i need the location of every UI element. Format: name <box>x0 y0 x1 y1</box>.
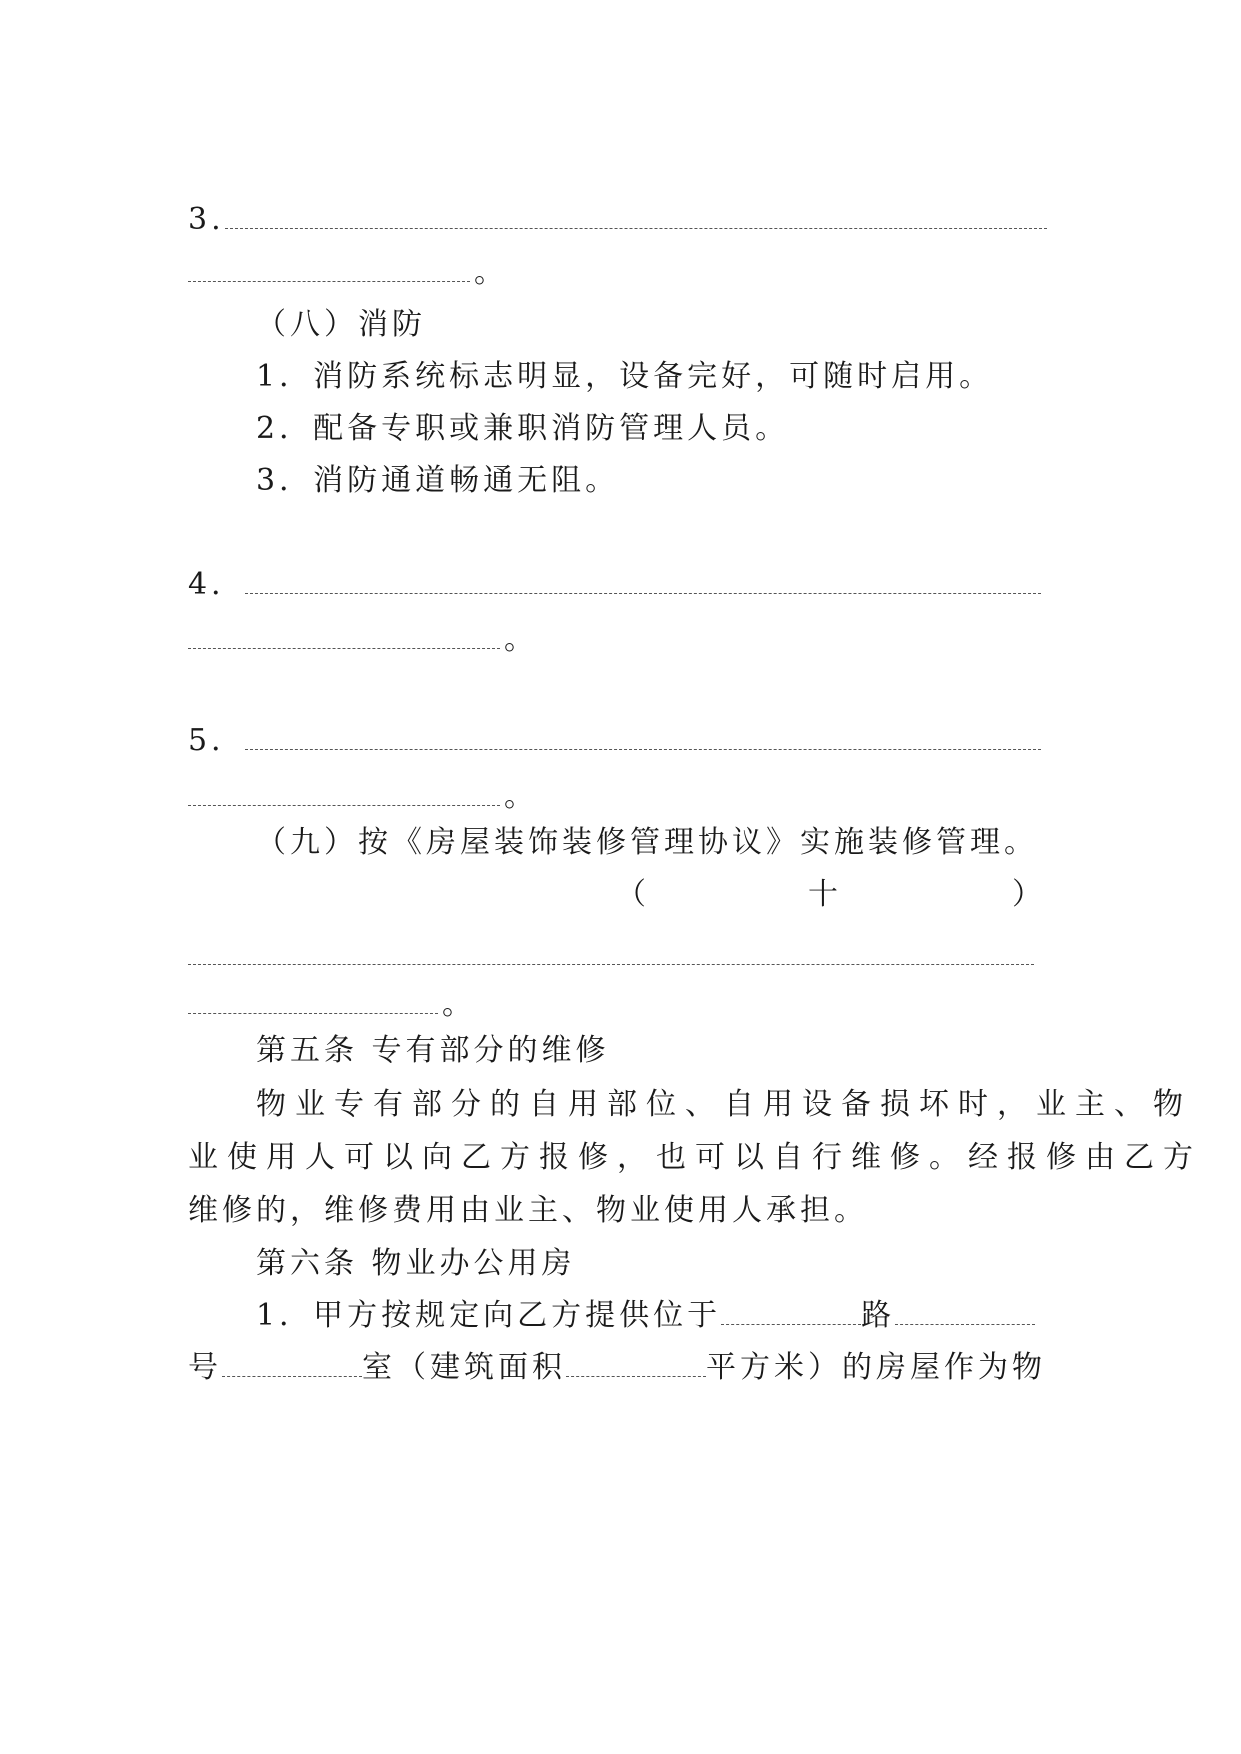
article-6-text: 1．甲方按规定向乙方提供位于 <box>256 1298 722 1333</box>
road-blank[interactable] <box>721 1294 861 1325</box>
number-blank[interactable] <box>895 1294 1035 1325</box>
section-8-item-1: 1．消防系统标志明显，设备完好，可随时启用。 <box>256 359 994 394</box>
room-blank[interactable] <box>222 1346 362 1377</box>
fill-blank[interactable] <box>188 934 1034 965</box>
section-10-blank-line <box>188 928 1048 984</box>
article-6-text: 路 <box>861 1298 896 1333</box>
item-number: 3. <box>188 202 225 237</box>
article-5-line-3: 维修的，维修费用由业主、物业使用人承担。 <box>188 1193 868 1228</box>
section-8-item-2: 2．配备专职或兼职消防管理人员。 <box>256 411 790 446</box>
fill-blank[interactable] <box>188 775 500 806</box>
article-6-line-2 <box>188 1340 1048 1396</box>
article-6-text: 室（建筑面积 <box>362 1350 566 1385</box>
article-6-text: 平方米）的房屋作为物 <box>706 1350 1046 1385</box>
fill-blank[interactable] <box>245 563 1041 594</box>
item-4-line <box>188 557 1048 613</box>
fill-blank[interactable] <box>188 618 500 649</box>
article-6-line-1 <box>256 1288 1056 1344</box>
section-8-heading: （八）消防 <box>256 307 426 342</box>
area-blank[interactable] <box>566 1346 706 1377</box>
item-number: 4． <box>188 567 246 602</box>
fill-blank[interactable] <box>245 719 1041 750</box>
fill-blank[interactable] <box>225 198 1047 229</box>
period: 。 <box>504 779 538 814</box>
item-number: 5． <box>188 723 246 758</box>
article-5-title: 第五条 专有部分的维修 <box>256 1033 610 1068</box>
period: 。 <box>474 255 508 290</box>
section-10-heading <box>616 867 1046 923</box>
fill-blank[interactable] <box>188 251 470 282</box>
article-6-text: 号 <box>188 1350 222 1385</box>
section-9-text: （九）按《房屋装饰装修管理协议》实施装修管理。 <box>256 825 1038 860</box>
item-4-continuation <box>188 612 1048 668</box>
period: 。 <box>442 987 476 1022</box>
item-3-continuation <box>188 245 1048 301</box>
open-paren: （ <box>616 877 650 912</box>
article-5-line-2: 业使用人可以向乙方报修，也可以自行维修。经报修由乙方 <box>188 1140 1202 1175</box>
close-paren: ） <box>1012 877 1046 912</box>
section-8-item-3: 3．消防通道畅通无阻。 <box>256 463 620 498</box>
section-number: 十 <box>808 877 842 912</box>
period: 。 <box>504 622 538 657</box>
fill-blank[interactable] <box>188 983 438 1014</box>
item-3-line <box>188 192 1048 248</box>
article-5-line-1: 物业专有部分的自用部位、自用设备损坏时，业主、物 <box>256 1087 1192 1122</box>
article-6-title: 第六条 物业办公用房 <box>256 1246 576 1281</box>
item-5-line <box>188 713 1048 769</box>
